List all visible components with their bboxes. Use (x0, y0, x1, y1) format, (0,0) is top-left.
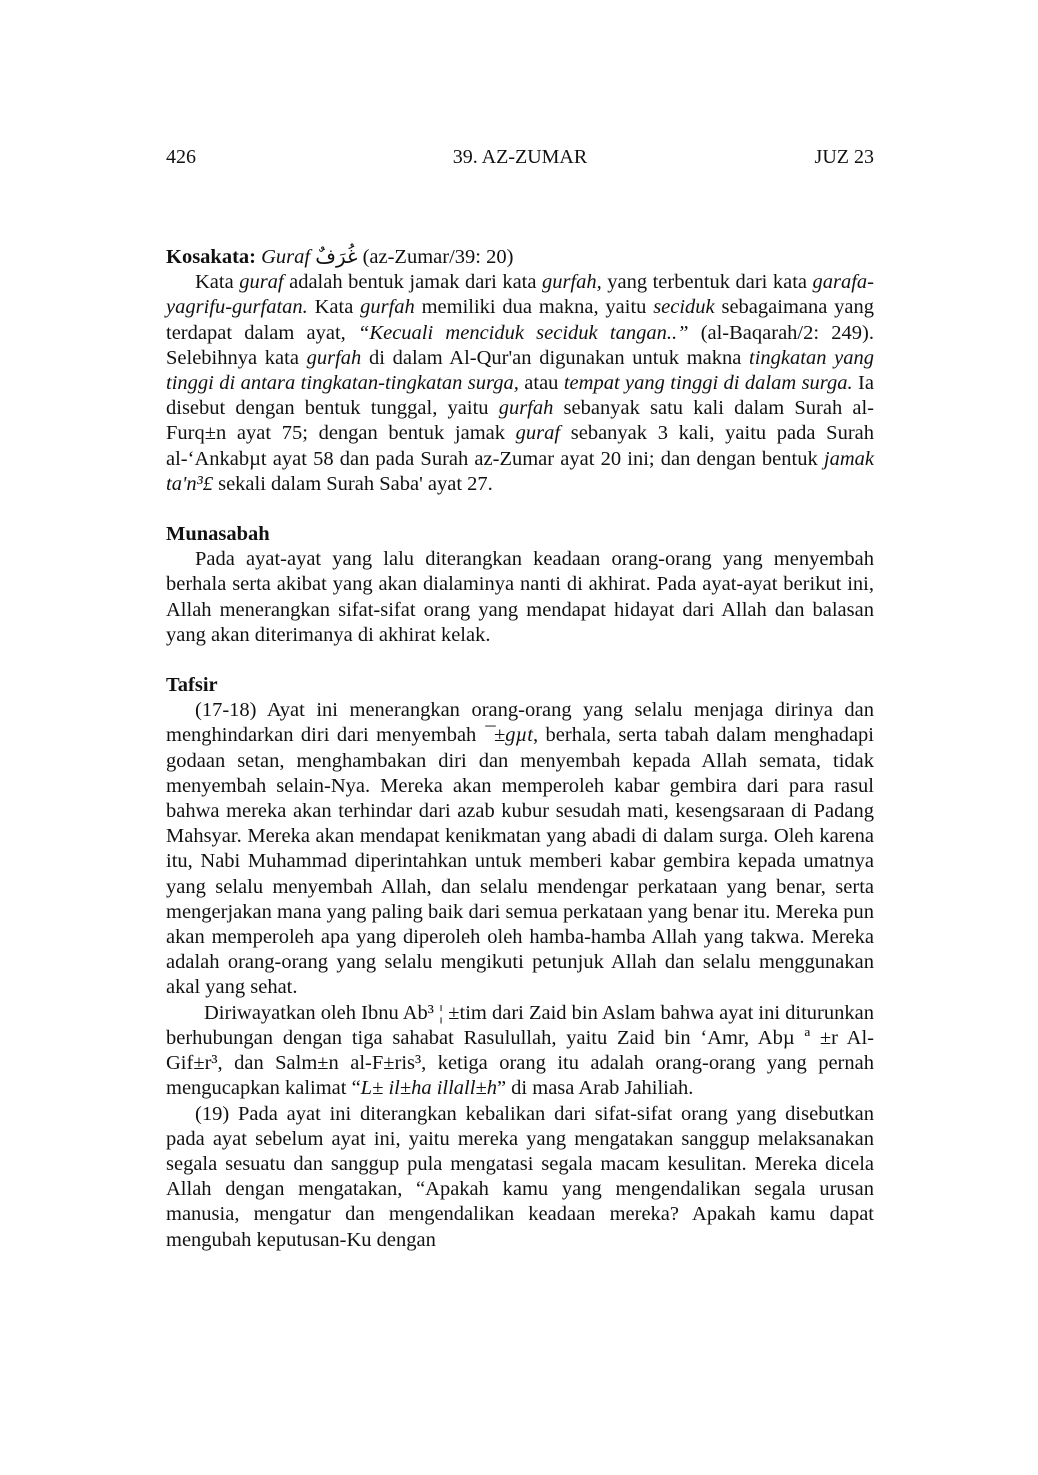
page-number: 426 (166, 146, 196, 168)
kosakata-arabic: غُرَفٌ (315, 244, 358, 268)
tafsir-paragraph-3: (19) Pada ayat ini diterangkan kebalikan dari sifat-sifat orang yang disebutkan pada ayat sebelum ayat ini, yaitu mereka yang mengatakan sanggup melaksanakan segala sesuatu dan sanggup pula mengatasi segala macam kesulitan. Mereka dicela Allah dengan mengatakan, “Apakah kamu yang mengendalikan segala urusan manusia, mengatur dan mengendalikan keadaan mereka? Apakah kamu dapat mengubah keputusan-Ku dengan (166, 1102, 874, 1251)
tafsir-heading: Tafsir (166, 674, 218, 697)
kosakata-heading (166, 244, 874, 270)
munasabah-heading: Munasabah (166, 523, 270, 546)
tafsir-paragraph-1: (17-18) Ayat ini menerangkan orang-orang yang selalu menjaga dirinya dan menghindarkan diri dari menyembah ¯±gµt, berhala, serta tabah dalam menghadapi godaan setan, menghambakan diri dan menyembah kepada Allah semata, tidak menyembah selain-Nya. Mereka akan memperoleh kabar gembira dari para rasul bahwa mereka akan terhindar dari azab kubur sesudah mati, kesengsaraan di Padang Mahsyar. Mereka akan mendapat kenikmatan yang abadi di dalam surga. Oleh karena itu, Nabi Muhammad diperintahkan untuk memberi kabar gembira kepada umatnya yang selalu menyembah Allah, dan selalu mendengar perkataan yang benar, serta mengerjakan mana yang paling baik dari semua perkataan yang benar itu. Mereka pun akan memperoleh apa yang diperoleh oleh hamba-hamba Allah yang takwa. Mereka adalah orang-orang yang selalu mengikuti petunjuk Allah dan selalu menggunakan akal yang sehat. (166, 699, 875, 999)
kosakata-label: Kosakata: (166, 246, 256, 268)
juz-label: JUZ 23 (814, 146, 874, 168)
page-body (166, 244, 874, 1253)
kosakata-term: Guraf (261, 246, 311, 268)
page-header (166, 146, 874, 176)
kosakata-ref: (az-Zumar/39: 20) (362, 246, 514, 268)
kosakata-paragraph: Kata guraf adalah bentuk jamak dari kata gurfah, yang terbentuk dari kata garafa-yagrifu-gurfatan. Kata gurfah memiliki dua makna, yaitu seciduk sebagaimana yang terdapat dalam ayat, “Kecuali menciduk seciduk tangan..” (al-Baqarah/2: 249). Selebihnya kata gurfah di dalam Al-Qur'an digunakan untuk makna tingkatan yang tinggi di antara tingkatan-tingkatan surga, atau tempat yang tinggi di dalam surga. Ia disebut dengan bentuk tunggal, yaitu gurfah sebanyak satu kali dalam Surah al-Furq±n ayat 75; dengan bentuk jamak guraf sebanyak 3 kali, yaitu pada Surah al-‘Ankabµt ayat 58 dan pada Surah az-Zumar ayat 20 ini; dan dengan bentuk jamak ta'n³£ sekali dalam Surah Saba' ayat 27. (166, 271, 875, 495)
tafsir-paragraph-2: Diriwayatkan oleh Ibnu Ab³ ¦ ±tim dari Zaid bin Aslam bahwa ayat ini diturunkan berhubungan dengan tiga sahabat Rasulullah, yaitu Zaid bin ‘Amr, Abµ ª ±r Al-Gif±r³, dan Salm±n al-F±ris³, ketiga orang itu adalah orang-orang yang pernah mengucapkan kalimat “L± il±ha illall±h” di masa Arab Jahiliah. (166, 1001, 874, 1100)
munasabah-paragraph: Pada ayat-ayat yang lalu diterangkan keadaan orang-orang yang menyembah berhala serta akibat yang akan dialaminya nanti di akhirat. Pada ayat-ayat berikut ini, Allah menerangkan sifat-sifat orang yang mendapat hidayat dari Allah dan balasan yang akan diterimanya di akhirat kelak. (166, 548, 874, 646)
chapter-title: 39. AZ-ZUMAR (452, 146, 588, 168)
